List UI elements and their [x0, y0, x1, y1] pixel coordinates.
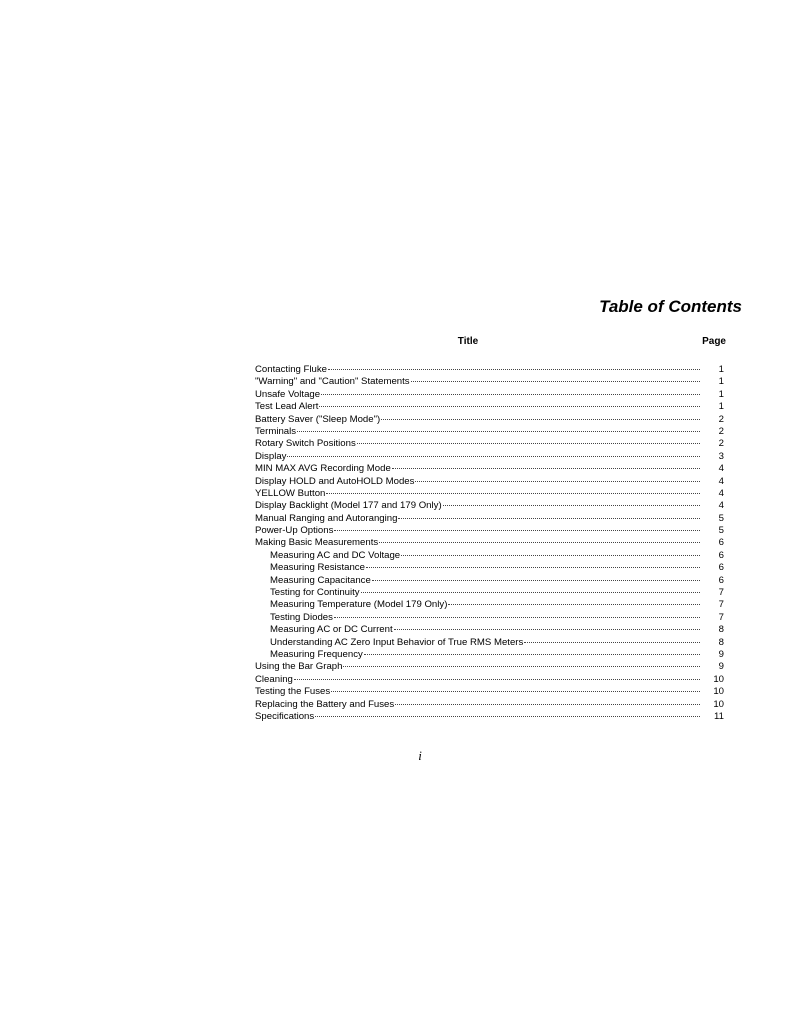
toc-entry-page: 2 — [718, 425, 724, 437]
toc-entry-page: 4 — [718, 463, 724, 475]
dot-leader — [328, 359, 700, 370]
toc-entry-page: 4 — [718, 475, 724, 487]
toc-entry-page: 7 — [718, 611, 724, 623]
dot-leader — [448, 594, 700, 605]
dot-leader — [372, 570, 700, 581]
toc-list — [255, 361, 725, 720]
toc-entry-page: 8 — [718, 624, 724, 636]
page-title: Table of Contents — [599, 297, 742, 316]
toc-entry-title: Measuring Temperature (Model 179 Only) — [270, 599, 448, 611]
dot-leader — [326, 483, 700, 494]
toc-entry-title: Test Lead Alert — [255, 401, 319, 413]
toc-entry-title: Measuring AC or DC Current — [270, 624, 393, 636]
toc-entry-page: 1 — [718, 388, 724, 400]
dot-leader — [361, 582, 700, 593]
dot-leader — [334, 520, 700, 531]
toc-entry-title: Battery Saver ("Sleep Mode") — [255, 413, 381, 425]
toc-entry-title: Terminals — [255, 425, 297, 437]
toc-entry-title: Measuring Resistance — [270, 562, 365, 574]
dot-leader — [364, 644, 700, 655]
toc-entry-title: Cleaning — [255, 673, 293, 685]
toc-entry-page: 6 — [718, 537, 724, 549]
toc-entry-page: 10 — [713, 698, 724, 710]
toc-entry-page: 1 — [718, 376, 724, 388]
toc-entry-title: Testing the Fuses — [255, 686, 331, 698]
toc-entry-page: 4 — [718, 487, 724, 499]
dot-leader — [392, 458, 700, 469]
toc-entry-page: 8 — [718, 636, 724, 648]
dot-leader — [343, 656, 700, 667]
toc-entry-title: Manual Ranging and Autoranging — [255, 512, 398, 524]
toc-entry-page: 6 — [718, 562, 724, 574]
toc-entry-title: Display — [255, 450, 287, 462]
toc-entry-title: Testing Diodes — [270, 611, 333, 623]
toc-entry-page: 6 — [718, 549, 724, 561]
dot-leader — [443, 495, 700, 506]
dot-leader — [287, 446, 700, 457]
dot-leader — [319, 396, 700, 407]
toc-entry-title: Measuring Frequency — [270, 648, 363, 660]
dot-leader — [381, 409, 700, 420]
toc-entry-page: 5 — [718, 525, 724, 537]
toc-entry-title: Power-Up Options — [255, 525, 334, 537]
toc-entry-title: Testing for Continuity — [270, 587, 360, 599]
toc-entry-title: Making Basic Measurements — [255, 537, 379, 549]
toc-entry-title: Measuring Capacitance — [270, 574, 371, 586]
toc-entry[interactable] — [255, 708, 725, 720]
dot-leader — [395, 694, 700, 705]
toc-entry-title: Display Backlight (Model 177 and 179 Only) — [255, 500, 442, 512]
dot-leader — [366, 557, 700, 568]
toc-entry-page: 2 — [718, 438, 724, 450]
dot-leader — [294, 669, 700, 680]
dot-leader — [401, 545, 700, 556]
toc-entry-title: Specifications — [255, 710, 315, 722]
toc-entry-page: 5 — [718, 512, 724, 524]
toc-entry-page: 9 — [718, 661, 724, 673]
toc-entry-title: "Warning" and "Caution" Statements — [255, 376, 410, 388]
toc-entry-title: Rotary Switch Positions — [255, 438, 356, 450]
dot-leader — [297, 421, 700, 432]
dot-leader — [398, 508, 700, 519]
dot-leader — [415, 471, 700, 482]
toc-entry-title: Using the Bar Graph — [255, 661, 343, 673]
toc-entry-title: Measuring AC and DC Voltage — [270, 549, 401, 561]
title-column-header: Title — [457, 336, 479, 347]
toc-entry-title: MIN MAX AVG Recording Mode — [255, 463, 391, 475]
dot-leader — [331, 681, 700, 692]
page-number: i — [418, 748, 422, 763]
dot-leader — [394, 619, 700, 630]
toc-entry-page: 2 — [718, 413, 724, 425]
toc-entry-page: 6 — [718, 574, 724, 586]
page-column-header: Page — [702, 336, 726, 347]
toc-entry-title: Display HOLD and AutoHOLD Modes — [255, 475, 415, 487]
toc-entry-title: YELLOW Button — [255, 487, 326, 499]
dot-leader — [315, 706, 700, 717]
toc-entry-page: 1 — [718, 401, 724, 413]
toc-entry-page: 10 — [713, 673, 724, 685]
dot-leader — [321, 384, 700, 395]
dot-leader — [357, 433, 700, 444]
dot-leader — [379, 532, 700, 543]
toc-entry-title: Contacting Fluke — [255, 364, 327, 375]
toc-entry-page: 7 — [718, 587, 724, 599]
toc-entry-title: Unsafe Voltage — [255, 388, 321, 400]
dot-leader — [411, 371, 700, 382]
toc-entry-title: Understanding AC Zero Input Behavior of True RMS Meters — [270, 636, 524, 648]
toc-entry-page: 3 — [718, 450, 724, 462]
toc-entry-page: 1 — [718, 364, 724, 375]
toc-entry-title: Replacing the Battery and Fuses — [255, 698, 395, 710]
toc-entry-page: 9 — [718, 648, 724, 660]
toc-entry-page: 11 — [714, 710, 724, 722]
toc-entry-page: 10 — [713, 686, 724, 698]
dot-leader — [524, 632, 700, 643]
toc-entry-page: 7 — [718, 599, 724, 611]
toc-entry-page: 4 — [718, 500, 724, 512]
dot-leader — [334, 607, 700, 618]
